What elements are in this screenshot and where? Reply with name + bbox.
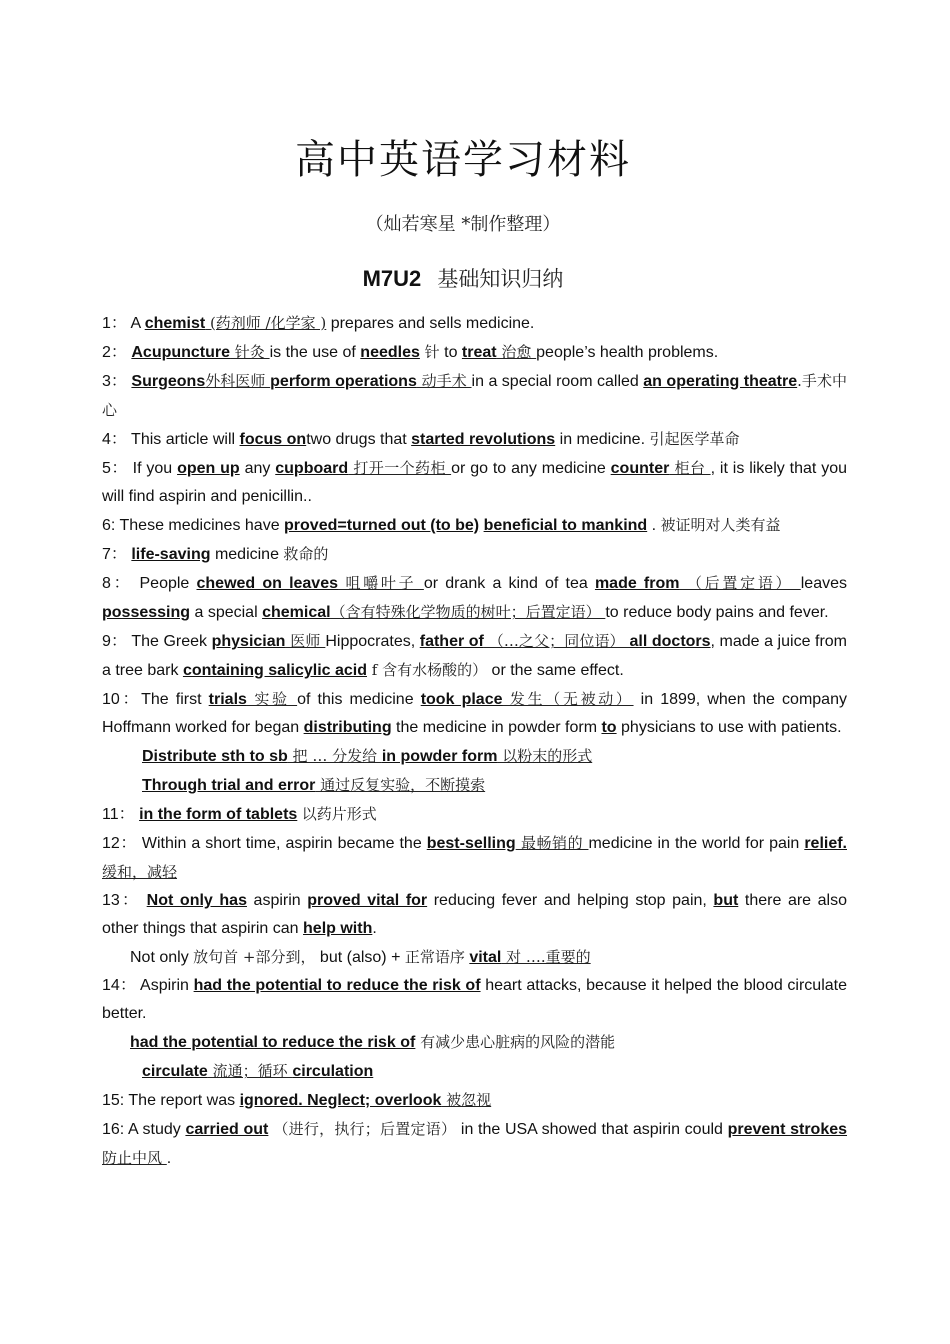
text: any: [239, 460, 276, 477]
key-phrase: open up: [177, 460, 240, 477]
text: 15: The report was: [102, 1092, 240, 1109]
text: , made a juice from a tree bark: [102, 633, 848, 679]
item-13: [102, 887, 847, 943]
text: 4： This article will: [102, 431, 240, 448]
text: 12： Within a short time, aspirin became the: [102, 835, 427, 852]
item-5: [102, 454, 847, 511]
text: or drank a kind of tea: [423, 575, 595, 592]
text: reducing fever and helping stop pain,: [427, 892, 714, 909]
item-11: [102, 800, 847, 829]
text: aspirin: [246, 892, 308, 909]
key-phrase: life-saving: [131, 546, 211, 563]
text: .: [372, 920, 377, 937]
text: in the USA showed that aspirin could: [456, 1121, 728, 1138]
key-phrase: Not only has: [146, 892, 247, 909]
key-phrase: took place: [420, 691, 503, 708]
chinese-gloss: 被忽视: [441, 1091, 492, 1109]
text: physicians to use with patients.: [616, 719, 842, 736]
item-14: [102, 972, 847, 1028]
key-phrase: distributing: [303, 719, 392, 736]
key-phrase: in the form of tablets: [139, 806, 298, 823]
text: 16: A study: [102, 1121, 186, 1138]
text: in medicine.: [555, 431, 650, 448]
text: 10：The first: [102, 691, 209, 708]
chinese-gloss: 发生（无被动）: [502, 690, 634, 708]
key-phrase: focus on: [239, 431, 307, 448]
chinese-gloss: （…之父；同位语）: [483, 632, 630, 650]
chinese-gloss: 救命的: [283, 545, 329, 563]
chinese-gloss: 流通；循环: [207, 1062, 293, 1080]
text: 8： People: [102, 575, 197, 592]
key-phrase: prevent strokes: [727, 1121, 848, 1138]
chinese-gloss: 咀嚼叶子: [338, 574, 424, 592]
key-phrase: vital: [469, 949, 502, 966]
key-phrase: Surgeons: [131, 373, 206, 390]
chinese-gloss: 把 … 分发给: [287, 747, 382, 765]
key-phrase: needles: [360, 344, 420, 361]
item-4: [102, 425, 847, 454]
chinese-gloss: 以粉末的形式: [497, 747, 593, 765]
key-phrase: trials: [208, 691, 247, 708]
text: Hippocrates,: [325, 633, 420, 650]
key-phrase: relief.: [804, 835, 847, 852]
item-16: [102, 1115, 847, 1173]
text: 14： Aspirin: [102, 977, 194, 994]
heading-text: 基础知识归纳: [437, 267, 564, 291]
key-phrase: chemist: [144, 315, 206, 332]
text: a special: [190, 604, 263, 621]
text: 3：: [102, 373, 132, 390]
text: .: [647, 517, 661, 534]
text: in a special room called: [471, 373, 644, 390]
key-phrase: proved=turned out (to be): [284, 517, 480, 534]
item-10-note-2: [102, 771, 847, 800]
item-14-note-2: [102, 1057, 847, 1086]
chinese-gloss: 通过反复实验，不断摸索: [315, 776, 486, 794]
chinese-gloss: 放句首 +部分到，: [193, 948, 316, 966]
text: heart attacks, because it helped the blood circulate better.: [102, 977, 848, 1022]
chinese-gloss: .手术中心: [102, 372, 847, 419]
text: the medicine in powder form: [391, 719, 602, 736]
text: , it is likely that you will find aspirin and penicillin..: [102, 460, 847, 505]
text: people’s health problems.: [536, 344, 719, 361]
text: leaves: [800, 575, 847, 592]
text: prepares and sells medicine.: [326, 315, 535, 332]
text: 11：: [102, 806, 140, 823]
key-phrase: help with: [303, 920, 373, 937]
chinese-gloss: 正常语序: [404, 948, 465, 966]
key-phrase: carried out: [185, 1121, 269, 1138]
chinese-gloss: 动手术: [416, 372, 472, 390]
item-6: [102, 511, 847, 540]
text: 13：: [102, 892, 147, 909]
text: 1： A: [102, 315, 145, 332]
item-7: [102, 540, 847, 569]
text: medicine: [210, 546, 284, 563]
text: or go to any medicine: [451, 460, 611, 477]
key-phrase: treat: [461, 344, 497, 361]
key-phrase: perform operations: [270, 373, 417, 390]
key-phrase: best-selling: [426, 835, 516, 852]
key-phrase: Acupuncture: [131, 344, 231, 361]
key-phrase: circulation: [292, 1063, 374, 1080]
key-phrase: chewed on leaves: [196, 575, 338, 592]
text: to: [439, 344, 462, 361]
key-phrase: beneficial to mankind: [483, 517, 648, 534]
chinese-gloss: 以药片形式: [301, 805, 377, 823]
chinese-gloss: 打开一个药柜: [348, 459, 452, 477]
text: .: [166, 1150, 172, 1167]
chinese-gloss: 治愈: [496, 343, 537, 361]
key-phrase: counter: [610, 460, 670, 477]
key-phrase: circulate: [142, 1063, 208, 1080]
text: 9： The Greek: [102, 633, 212, 650]
chinese-gloss: 医师: [285, 632, 326, 650]
item-10-note-1: [102, 742, 847, 771]
key-phrase: made from: [594, 575, 680, 592]
unit-code: M7U2: [362, 266, 422, 291]
text: two drugs that: [306, 431, 412, 448]
item-15: [102, 1086, 847, 1115]
text: but (also) +: [315, 949, 405, 966]
text: 7：: [102, 546, 132, 563]
text: medicine in the world for pain: [588, 835, 805, 852]
chinese-gloss: 防止中风: [102, 1149, 167, 1167]
text: of this medicine: [297, 691, 421, 708]
item-1: [102, 309, 847, 338]
key-phrase: physician: [211, 633, 286, 650]
chinese-gloss: (药剂师 /化学家 ): [205, 314, 327, 332]
chinese-gloss: 外科医师: [205, 372, 271, 390]
text: 5： If you: [102, 460, 178, 477]
key-phrase: Through trial and error: [142, 777, 316, 794]
key-phrase: chemical: [262, 604, 331, 621]
key-phrase: in powder form: [381, 748, 498, 765]
chinese-gloss: （含有特殊化学物质的树叶；后置定语）: [330, 603, 606, 621]
item-8: [102, 569, 847, 627]
chinese-gloss: f 含有水杨酸的）: [367, 661, 488, 679]
key-phrase: an operating theatre: [643, 373, 798, 390]
chinese-gloss: 缓和，减轻: [102, 863, 178, 881]
chinese-gloss: 实验: [246, 690, 298, 708]
chinese-gloss: 最畅销的: [515, 834, 589, 852]
text: 6: These medicines have: [102, 517, 285, 534]
key-phrase: all doctors: [629, 633, 711, 650]
chinese-gloss: 有减少患心脏病的风险的潜能: [415, 1033, 616, 1051]
page-subtitle: （灿若寒星 *制作整理）: [365, 214, 561, 235]
text: there are also other things that aspirin can: [102, 892, 847, 937]
key-phrase: father of: [419, 633, 484, 650]
chinese-gloss: 柜台: [669, 459, 711, 477]
item-9: [102, 627, 847, 685]
key-phrase: but: [713, 892, 739, 909]
text: or the same effect.: [487, 662, 624, 679]
item-13-note: [102, 943, 847, 972]
item-3: [102, 367, 847, 425]
text: in 1899, when the company Hoffmann worked for began: [102, 691, 847, 736]
chinese-gloss: 对 ….重要的: [501, 948, 591, 966]
vocabulary-list: [102, 309, 847, 1173]
key-phrase: had the potential to reduce the risk of: [193, 977, 481, 994]
text: is the use of: [269, 344, 361, 361]
key-phrase: possessing: [102, 604, 191, 621]
chinese-gloss: 针灸: [230, 343, 270, 361]
text: to reduce body pains and fever.: [605, 604, 829, 621]
chinese-gloss: 引起医学革命: [649, 430, 740, 448]
key-phrase: started revolutions: [411, 431, 556, 448]
item-2: [102, 338, 847, 367]
item-14-note-1: [102, 1028, 847, 1057]
key-phrase: containing salicylic acid: [182, 662, 367, 679]
key-phrase: to: [601, 719, 617, 736]
item-10: [102, 685, 847, 742]
chinese-gloss: 被证明对人类有益: [660, 516, 781, 534]
chinese-gloss: （后置定语）: [679, 574, 801, 592]
key-phrase: cupboard: [275, 460, 349, 477]
key-phrase: proved vital for: [307, 892, 428, 909]
text: Not only: [130, 949, 194, 966]
page-title: 高中英语学习材料: [295, 137, 631, 183]
key-phrase: had the potential to reduce the risk of: [130, 1034, 416, 1051]
key-phrase: Distribute sth to sb: [142, 748, 288, 765]
chinese-gloss: （进行，执行；后置定语）: [268, 1120, 457, 1138]
chinese-gloss: 针: [419, 343, 440, 361]
text: 2：: [102, 344, 132, 361]
section-heading: [0, 263, 926, 293]
key-phrase: ignored. Neglect; overlook: [239, 1092, 442, 1109]
item-12: [102, 829, 847, 887]
